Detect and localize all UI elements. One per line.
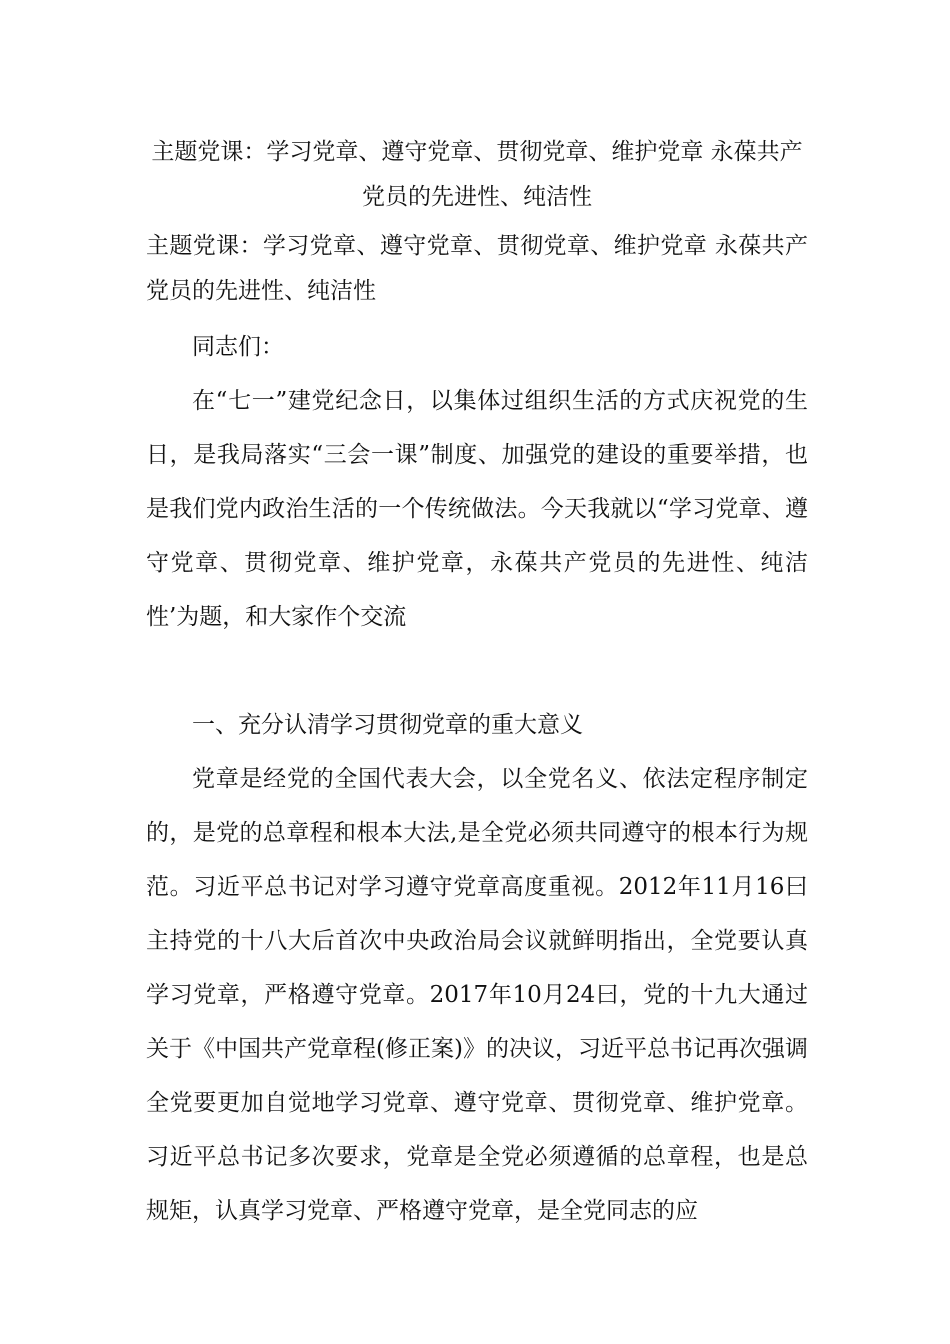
document-title: 主题党课：学习党章、遵守党章、贯彻党章、维护党章 永葆共产党员的先进性、纯洁性 <box>151 139 803 210</box>
paragraph-spacer <box>146 644 808 698</box>
greeting: 同志们： <box>192 334 284 360</box>
intro-paragraph: 在“七一”建党纪念日，以集体过组织生活的方式庆祝党的生日，是我局落实“三会一课”制度、加强党的建设的重要举措，也是我们党内政治生活的一个传统做法。今天我就以“学习党章、遵守党章、贯彻党章、维护党章，永葆共产党员的先进性、纯洁性’为题，和大家作个交流 <box>146 388 808 630</box>
document-subtitle: 主题党课：学习党章、遵守党章、贯彻党章、维护党章 永葆共产党员的先进性、纯洁性 <box>146 233 808 304</box>
section-body-paragraph: 党章是经党的全国代表大会，以全党名义、依法定程序制定的，是党的总章程和根本大法,是全党必须共同遵守的根本行为规范。习近平总书记对学习遵守党章高度重视。2012年11月16曰主持党的十八大后首次中央政治局会议就鲜明指出，全党要认真学习党章，严格遵守党章。2017年10月24曰，党的十九大通过关于《中国共产党章程(修正案)》的决议，习近平总书记再次强调全党要更加自觉地学习党章、遵守党章、贯彻党章、维护党章。习近平总书记多次要求，党章是全党必须遵循的总章程，也是总规矩，认真学习党章、严格遵守党章，是全党同志的应 <box>146 766 808 1224</box>
section-heading: 一、充分认清学习贯彻党章的重大意义 <box>192 712 583 738</box>
document-page <box>146 130 808 1238</box>
